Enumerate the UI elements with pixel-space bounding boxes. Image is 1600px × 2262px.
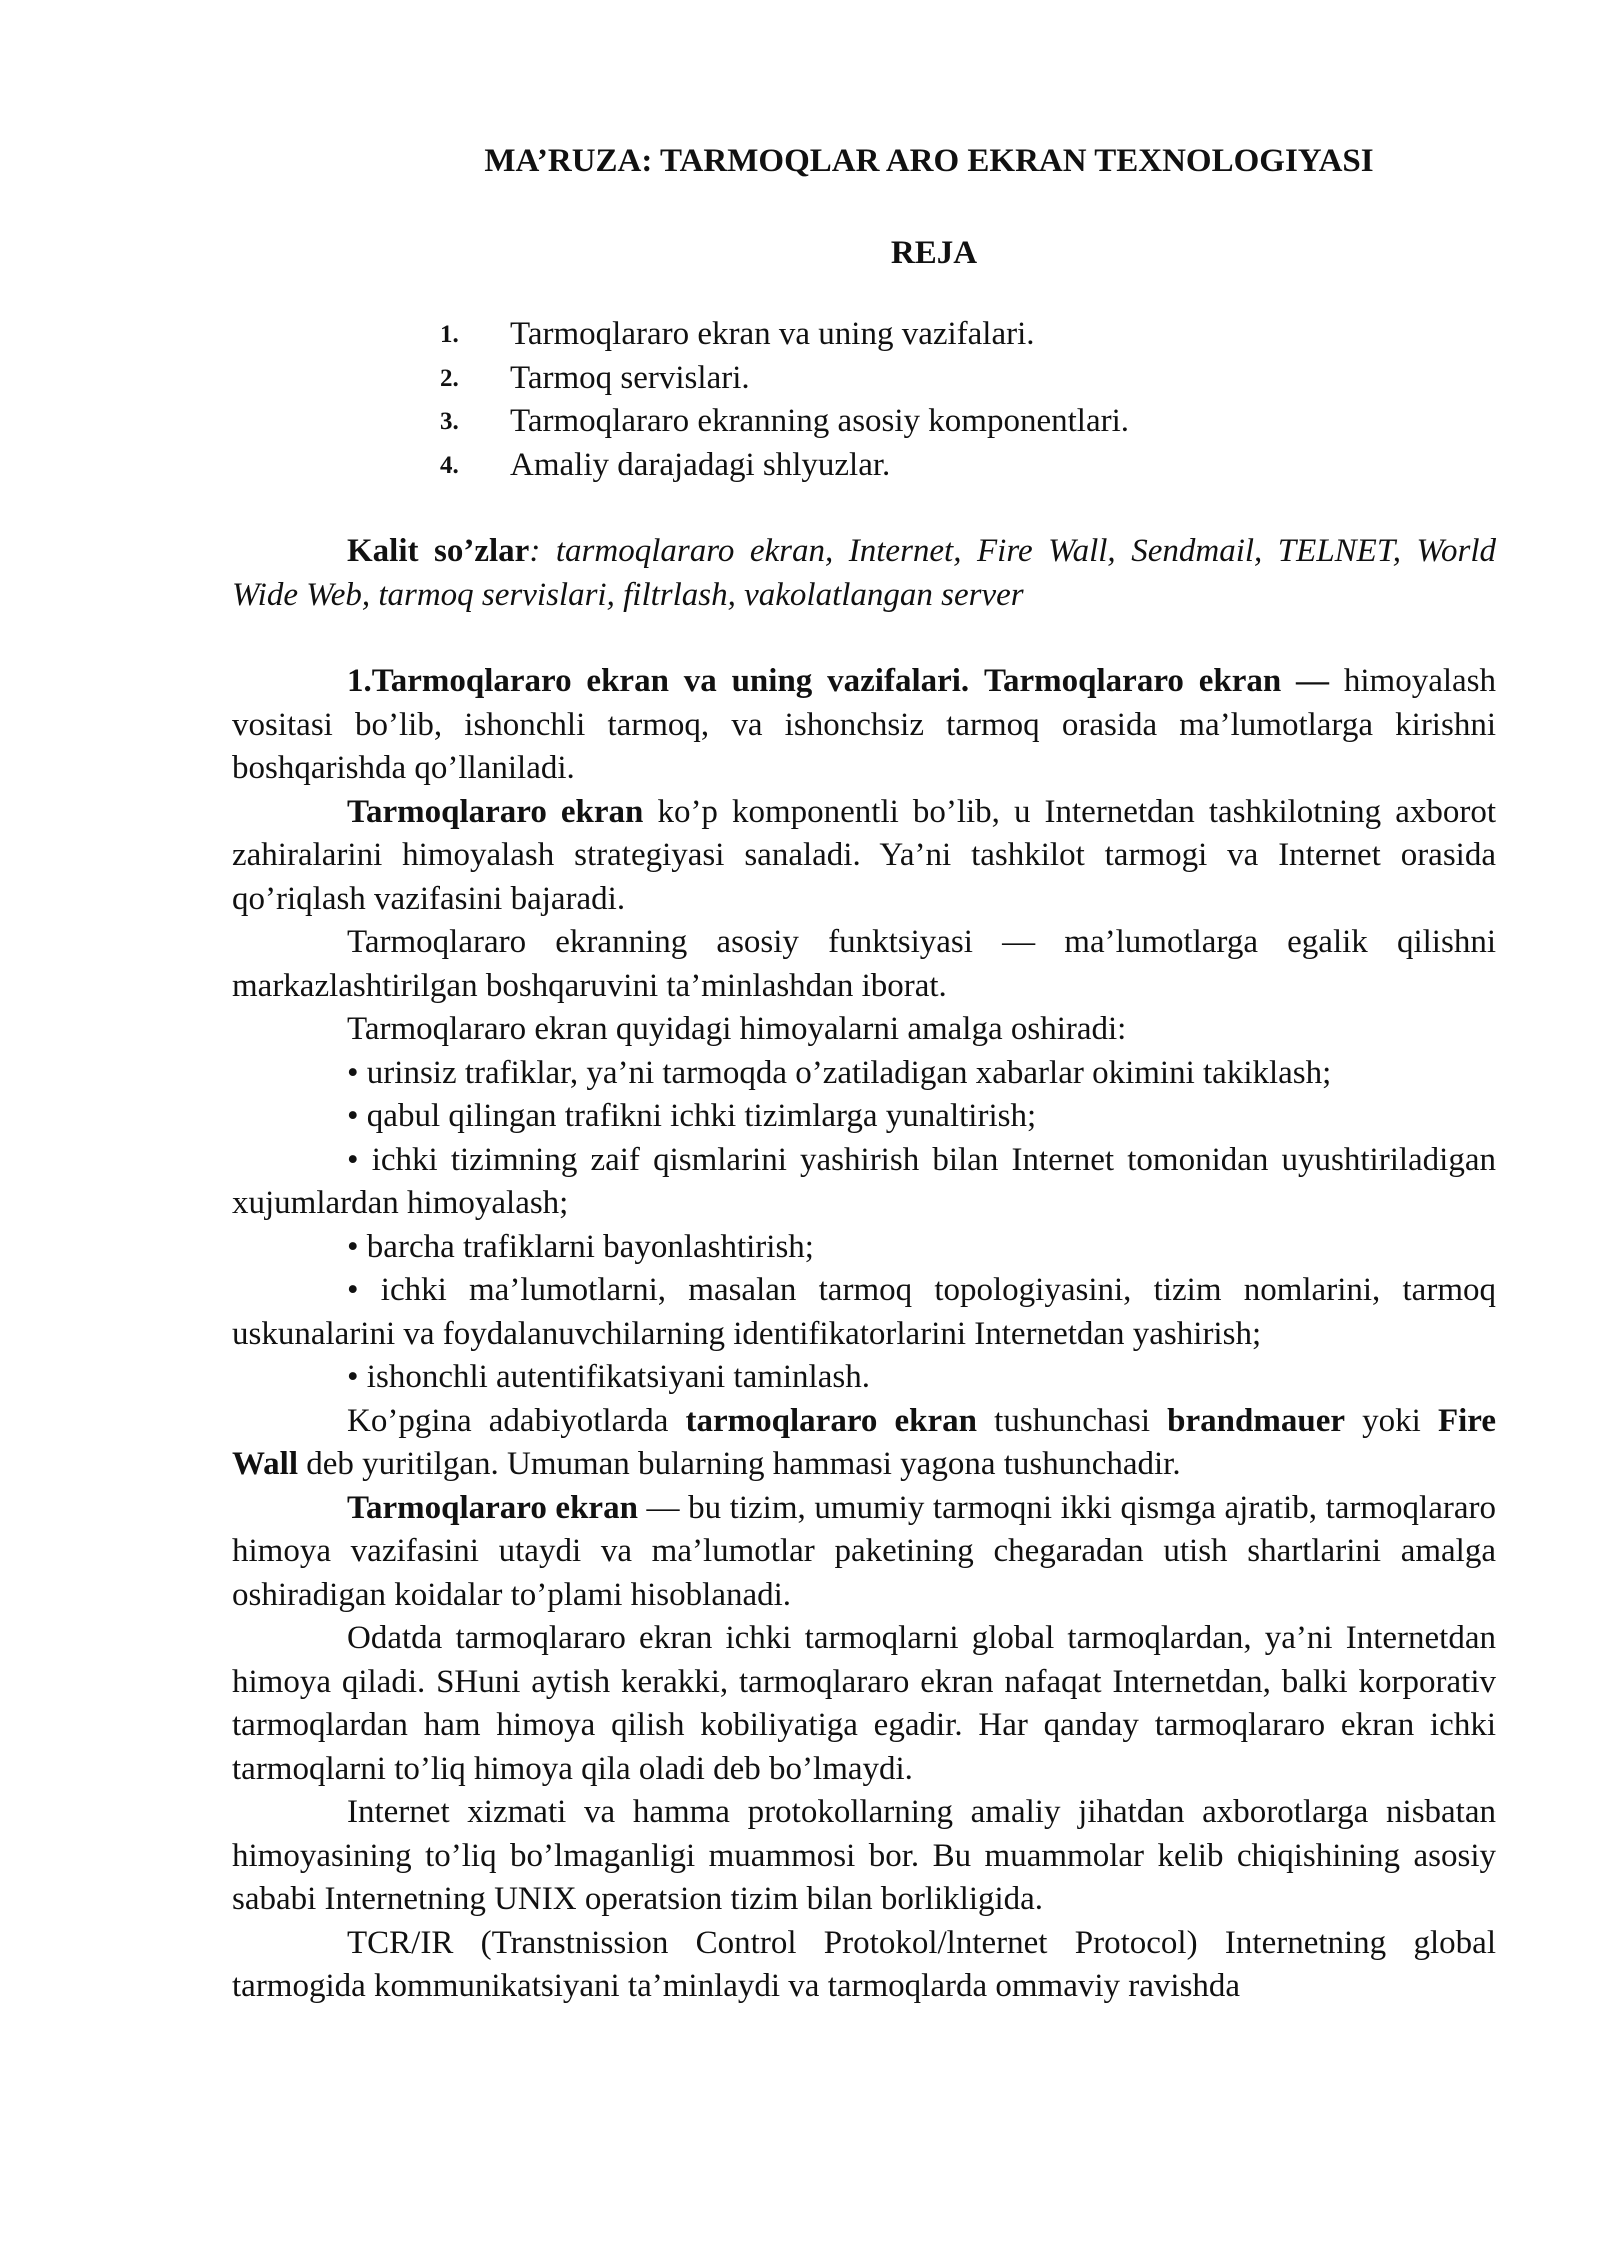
document-title: MA’RUZA: TARMOQLAR ARO EKRAN TEXNOLOGIYASI [484, 143, 1374, 179]
section1-paragraph [232, 660, 1496, 791]
keywords-paragraph [232, 530, 1496, 617]
paragraph-5 [232, 1400, 1496, 1487]
plan-list [232, 313, 1496, 487]
plan-heading: REJA [890, 234, 978, 271]
keywords-label: Kalit so’zlar [347, 533, 530, 569]
paragraph-6-bold: Tarmoqlararo ekran [347, 1489, 638, 1526]
paragraph-2-text: ko’p komponentli bo’lib, u Internetdan tashkilotning axborot zahiralarini himoyalash strategiyasi sanaladi. Ya’ni tashkilot tarmogi va Internet orasida qo’riqlash vazifasini bajaradi. [232, 793, 1496, 917]
paragraph-5-bold: Fire Wall [232, 1402, 1496, 1482]
keywords-text: : tarmoqlararo ekran, Internet, Fire Wall, Sendmail, TELNET, World Wide Web, tarmoq servislari, filtrlash, vakolatlangan server [232, 533, 1496, 613]
paragraph-5-bold: tarmoqlararo ekran [685, 1402, 978, 1439]
paragraph-6-text: — bu tizim, umumiy tarmoqni ikki qismga ajratib, tarmoqlararo himoya vazifasini utaydi va ma’lumotlar paketining chegaradan utish shartlarini amalga oshiradigan koidalar to’plami hisoblanadi. [232, 1489, 1496, 1613]
plan-item-number: 3. [440, 408, 459, 435]
paragraph-9: TCR/IR (Transtnission Control Protokol/lnternet Protocol) Internetning global tarmogida kommunikatsiyani ta’minlaydi va tarmoqlarda ommaviy ravishda [232, 1924, 1496, 2004]
section1-term: Tarmoqlararo ekran — [984, 663, 1330, 699]
bullet-item: • ishonchli autentifikatsiyani taminlash. [347, 1359, 870, 1395]
plan-item-number: 2. [440, 364, 459, 392]
plan-item [440, 400, 1496, 444]
bullet-item: • qabul qilingan trafikni ichki tizimlarga yunaltirish; [347, 1098, 1037, 1134]
plan-item-text: Tarmoqlararo ekran va uning vazifalari. [510, 316, 1035, 352]
plan-item [440, 357, 1496, 401]
plan-item [440, 313, 1496, 357]
bullet-item: • urinsiz trafiklar, ya’ni tarmoqda o’zatiladigan xabarlar okimini takiklash; [347, 1054, 1332, 1091]
section1-heading: 1.Tarmoqlararo ekran va uning vazifalari. [347, 663, 970, 699]
plan-item [440, 444, 1496, 488]
paragraph-4: Tarmoqlararo ekran quyidagi himoyalarni amalga oshiradi: [347, 1011, 1127, 1047]
paragraph-3: Tarmoqlararo ekranning asosiy funktsiyasi — ma’lumotlarga egalik qilishni markazlashtirilgan boshqaruvini ta’minlashdan iborat. [232, 924, 1496, 1004]
paragraph-5-text: Ko’pgina adabiyotlarda [347, 1402, 686, 1439]
plan-item-text: Tarmoqlararo ekranning asosiy komponentlari. [510, 403, 1130, 439]
paragraph-5-text: yoki [1345, 1402, 1438, 1439]
paragraph-5-text: deb yuritilgan. Umuman bularning hammasi yagona tushunchadir. [298, 1446, 1181, 1482]
document-page [232, 140, 1496, 2009]
paragraph-7: Odatda tarmoqlararo ekran ichki tarmoqlarni global tarmoqlardan, ya’ni Internetdan himoya qiladi. SHuni aytish kerakki, tarmoqlararo ekran nafaqat Internetdan, balki korporativ tarmoqlardan ham himoya qilish kobiliyatiga egadir. Har qanday tarmoqlararo ekran ichki tarmoqlarni to’liq himoya qila oladi deb bo’lmaydi. [232, 1620, 1496, 1787]
paragraph-2 [232, 791, 1496, 922]
plan-item-text: Amaliy darajadagi shlyuzlar. [510, 446, 891, 483]
paragraph-6 [232, 1487, 1496, 1618]
paragraph-5-text: tushunchasi [977, 1402, 1168, 1439]
bullet-item: • ichki tizimning zaif qismlarini yashirish bilan Internet tomonidan uyushtiriladigan xujumlardan himoyalash; [232, 1141, 1496, 1221]
paragraph-2-bold: Tarmoqlararo ekran [347, 793, 644, 830]
paragraph-8: Internet xizmati va hamma protokollarning amaliy jihatdan axborotlarga nisbatan himoyasining to’liq bo’lmaganligi muammosi bor. Bu muammolar kelib chiqishining asosiy sababi Internetning UNIX operatsion tizim bilan borlikligida. [232, 1794, 1496, 1917]
plan-item-number: 1. [440, 321, 459, 348]
bullet-item: • barcha trafiklarni bayonlashtirish; [347, 1228, 814, 1265]
plan-item-number: 4. [440, 451, 459, 479]
plan-item-text: Tarmoq servislari. [510, 359, 750, 396]
section1-definition: himoyalash vositasi bo’lib, ishonchli tarmoq, va ishonchsiz tarmoq orasida ma’lumotlarga kirishni boshqarishda qo’llaniladi. [232, 663, 1497, 786]
paragraph-5-bold: brandmauer [1167, 1402, 1345, 1439]
bullet-item: • ichki ma’lumotlarni, masalan tarmoq topologiyasini, tizim nomlarini, tarmoq uskunalarini va foydalanuvchilarning identifikatorlarini Internetdan yashirish; [232, 1272, 1496, 1352]
